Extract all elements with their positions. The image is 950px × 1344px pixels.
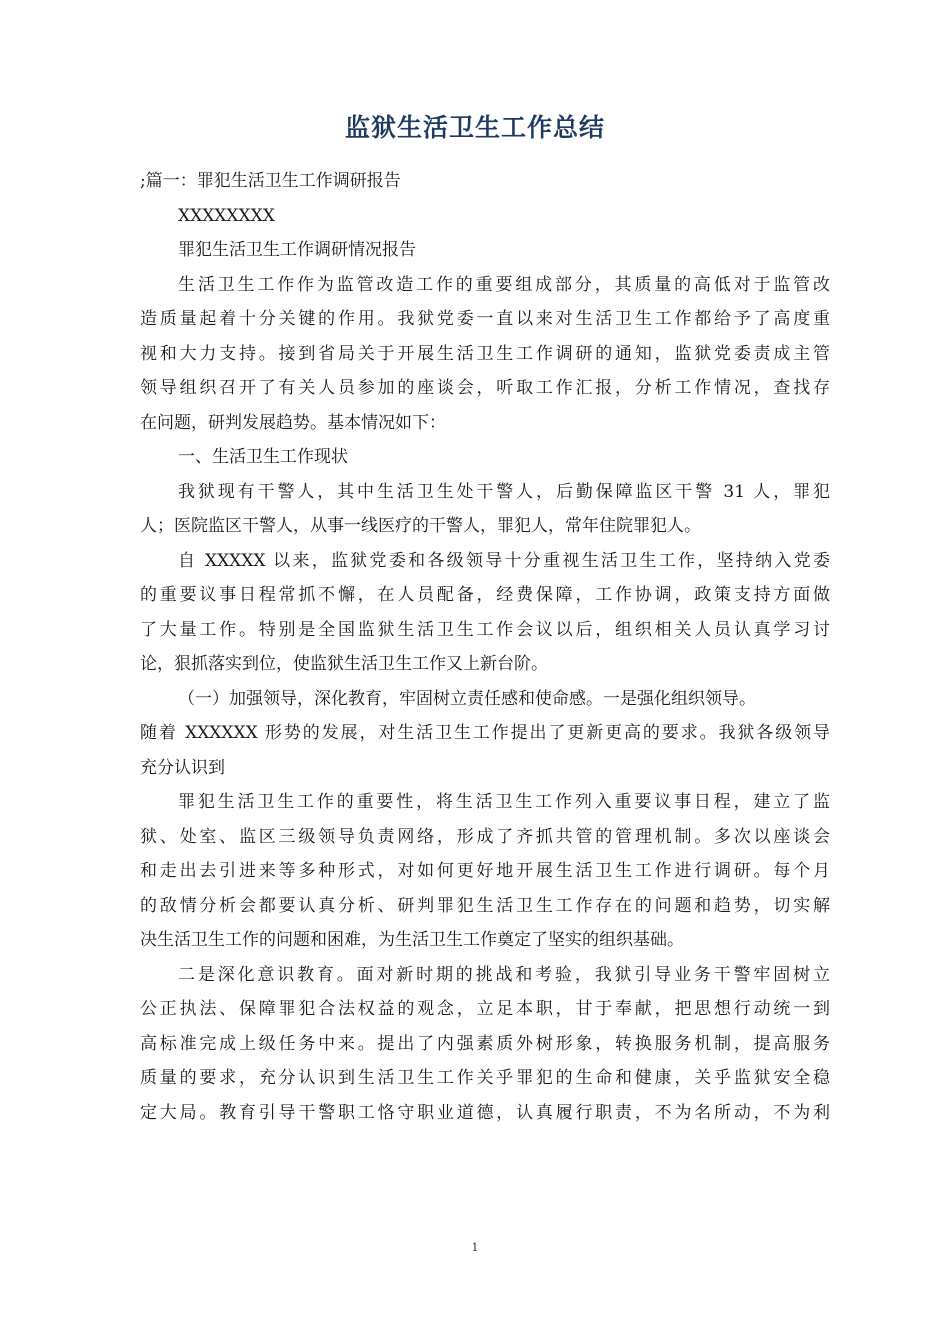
report-subtitle: 罪犯生活卫生工作调研情况报告 — [178, 240, 416, 260]
document-body — [140, 164, 830, 1130]
paragraph-line: 领导组织召开了有关人员参加的座谈会，听取工作汇报，分析工作情况，查找存 — [140, 378, 830, 398]
paragraph-line: 自 XXXXX 以来，监狱党委和各级领导十分重视生活卫生工作，坚持纳入党委 — [178, 550, 830, 571]
section-heading: ;篇一：罪犯生活卫生工作调研报告 — [140, 171, 401, 191]
paragraph-line: 罪犯生活卫生工作的重要性，将生活卫生工作列入重要议事日程，建立了监 — [178, 792, 830, 812]
paragraph-line: 生活卫生工作作为监管改造工作的重要组成部分，其质量的高低对于监管改 — [178, 274, 830, 295]
paragraph-line: 了大量工作。特别是全国监狱生活卫生工作会议以后，组织相关人员认真学习讨 — [140, 619, 830, 640]
document-title: 监狱生活卫生工作总结 — [344, 113, 605, 142]
paragraph-line: 公正执法、保障罪犯合法权益的观念，立足本职，甘于奉献，把思想行动统一到 — [140, 999, 830, 1019]
paragraph-line: 决生活卫生工作的问题和困难，为生活卫生工作奠定了坚实的组织基础。 — [140, 930, 684, 950]
paragraph-line: 的敌情分析会都要认真分析、研判罪犯生活卫生工作存在的问题和趋势，切实解 — [140, 895, 830, 916]
paragraph-line: 的重要议事日程常抓不懈，在人员配备，经费保障，工作协调，政策支持方面做 — [140, 585, 830, 605]
paragraph-line: 定大局。教育引导干警职工恪守职业道德，认真履行职责，不为名所动，不为利 — [140, 1102, 830, 1123]
paragraph-line: 造质量起着十分关键的作用。我狱党委一直以来对生活卫生工作都给予了高度重 — [140, 309, 830, 329]
paragraph-line: 高标准完成上级任务中来。提出了内强素质外树形象，转换服务机制，提高服务 — [140, 1033, 830, 1054]
paragraph-line: 我狱现有干警人，其中生活卫生处干警人，后勤保障监区干警 31 人，罪犯 — [178, 481, 830, 502]
paragraph-line: 在问题，研判发展趋势。基本情况如下： — [140, 412, 446, 433]
paragraph-line: 二是深化意识教育。面对新时期的挑战和考验，我狱引导业务干警牢固树立 — [178, 964, 830, 985]
paragraph-line: 视和大力支持。接到省局关于开展生活卫生工作调研的通知，监狱党委责成主管 — [140, 343, 830, 364]
paragraph-line: 充分认识到 — [140, 757, 225, 778]
paragraph-line: 狱、处室、监区三级领导负责网络，形成了齐抓共管的管理机制。多次以座谈会 — [140, 826, 830, 847]
paragraph-line: 人；医院监区干警人，从事一线医疗的干警人，罪犯人，常年住院罪犯人。 — [140, 516, 701, 536]
section-subheading: 一、生活卫生工作现状 — [178, 447, 348, 467]
placeholder-line: XXXXXXXX — [178, 205, 275, 226]
paragraph-line: （一）加强领导，深化教育，牢固树立责任感和使命感。一是强化组织领导。 — [178, 688, 756, 709]
paragraph-line: 随着 XXXXXX 形势的发展，对生活卫生工作提出了更新更高的要求。我狱各级领导 — [140, 723, 830, 743]
page-number: 1 — [471, 1241, 479, 1254]
paragraph-line: 和走出去引进来等多种形式，对如何更好地开展生活卫生工作进行调研。每个月 — [140, 861, 830, 881]
paragraph-line: 质量的要求，充分认识到生活卫生工作关乎罪犯的生命和健康，关乎监狱安全稳 — [140, 1068, 830, 1088]
paragraph-line: 论，狠抓落实到位，使监狱生活卫生工作又上新台阶。 — [140, 654, 548, 674]
